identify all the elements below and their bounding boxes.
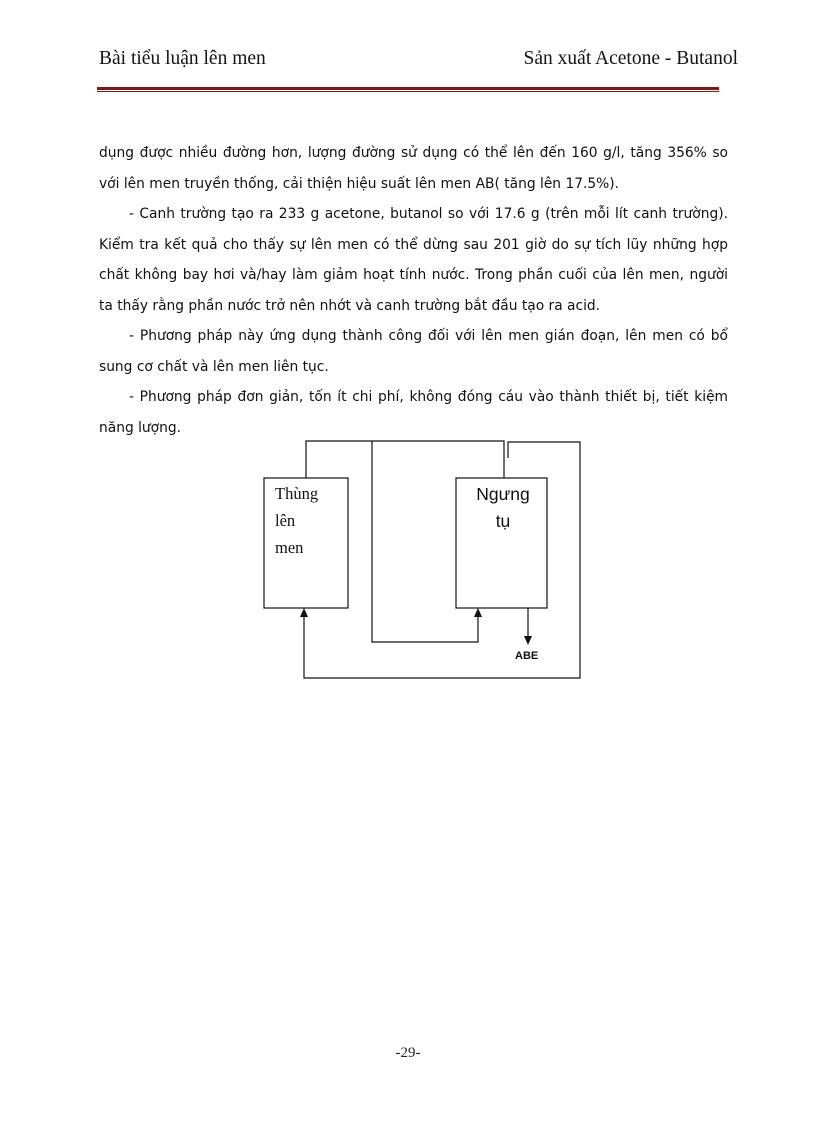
abe-output-label: ABE [515,650,539,662]
arrow-head-down [524,636,532,645]
page-number: -29- [395,1045,421,1061]
arrow-head-up-1 [300,608,308,617]
paragraph: - Phương pháp này ứng dụng thành công đối với lên men gián đoạn, lên men có bổ sung cơ chất và lên men liên tục. [99,328,728,375]
arrow-head-up-2 [474,608,482,617]
paragraph: - Canh trường tạo ra 233 g acetone, butanol so với 17.6 g (trên mỗi lít canh trường). Kiểm tra kết quả cho thấy sự lên men có thể dừng sau 201 giờ do sự tích lũy những hợp chất không bay hơi và/hay làm giảm hoạt tính nước. Trong phần cuối của lên men, người ta thấy rằng phần nước trở nên nhớt và canh trường bắt đầu tạo ra acid. [99,206,728,314]
transfer-line [372,441,478,642]
paragraph: dụng được nhiều đường hơn, lượng đường sử dụng có thể lên đến 160 g/l, tăng 356% so với lên men truyền thống, cải thiện hiệu suất lên men AB( tăng lên 17.5%). [99,145,728,192]
vapor-line [306,441,504,478]
paragraph: - Phương pháp đơn giản, tốn ít chi phí, không đóng cáu vào thành thiết bị, tiết kiệm năng lượng. [99,389,728,436]
header-title-left: Bài tiểu luận lên men [99,48,266,69]
condenser-label: Ngưng tụ [476,484,530,531]
fermenter-label: Thùng lên men [275,484,319,557]
header-title-right: Sản xuất Acetone - Butanol [523,48,738,69]
